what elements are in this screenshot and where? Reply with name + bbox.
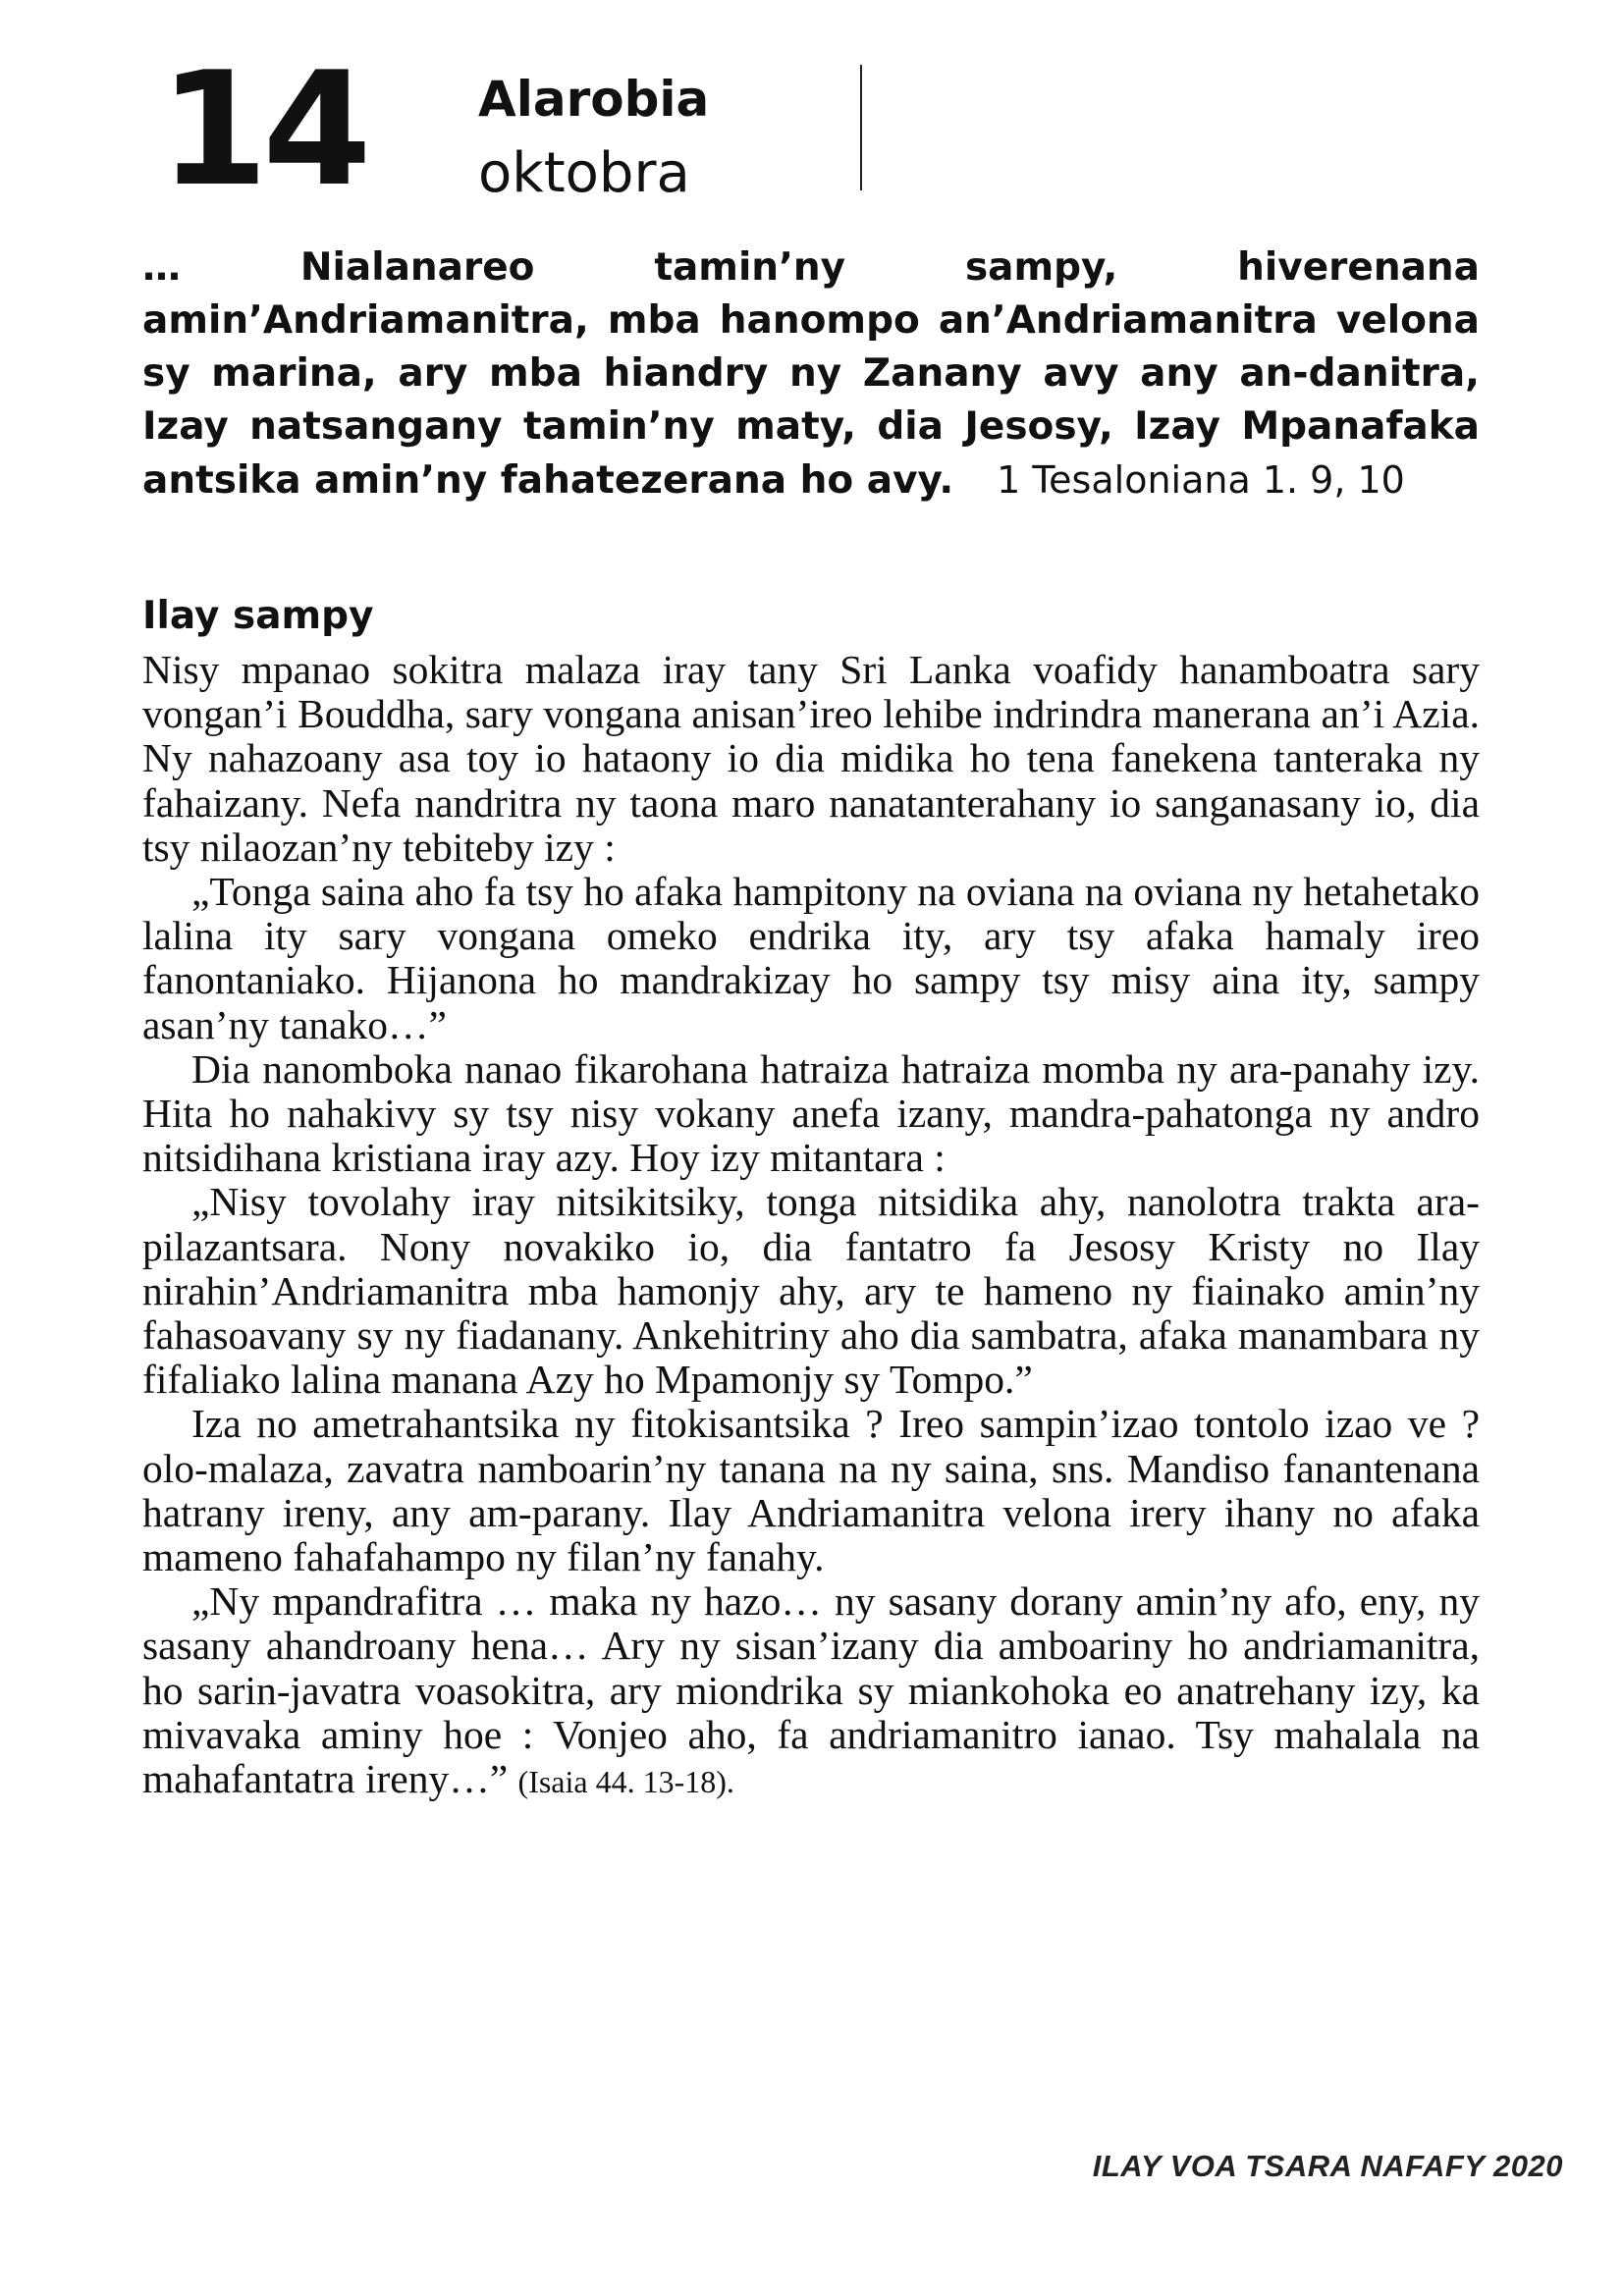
weekday-label: Alarobia xyxy=(478,71,710,128)
paragraph-6 xyxy=(142,1579,1480,1804)
day-number: 14 xyxy=(159,37,366,221)
publication-footer: ILAY VOA TSARA NAFAFY 2020 xyxy=(1092,2149,1563,2183)
verse-reference: 1 Tesaloniana 1. 9, 10 xyxy=(997,458,1405,502)
paragraph-5: Iza no ametrahantsika ny fitokisantsika ? Ireo sampin’izao tontolo izao ve ? olo-malaza, zavatra namboarin’ny tanana na ny saina, sns. Mandiso fanantenana hatrany ireny, any am-parany. Ilay Andriamanitra velona irery ihany no afaka mameno fahafahampo ny filan’ny fanahy. xyxy=(142,1401,1480,1580)
header-divider xyxy=(860,65,862,190)
month-label: oktobra xyxy=(478,141,690,205)
verse-text: … Nialanareo tamin’ny sampy, hiverenana amin’Andriamanitra, mba hanompo an’Andriamanitra velona sy marina, ary mba hiandry ny Zanany avy any an-danitra, Izay natsangany tamin’ny maty, dia Jesosy, Izay Mpanafaka antsika amin’ny fahatezerana ho avy. xyxy=(142,245,1480,503)
paragraph-1: Nisy mpanao sokitra malaza iray tany Sri Lanka voafidy hanamboatra sary vongan’i Bouddha, sary vongana anisan’ireo lehibe indrindra manerana an’i Azia. Ny nahazoany asa toy io hataony io dia midika ho tena fanekena tanteraka ny fahaizany. Nefa nandritra ny taona maro nanatanterahany io sanganasany io, dia tsy nilaozan’ny tebiteby izy : xyxy=(142,647,1480,870)
paragraph-6-text: „Ny mpandrafitra … maka ny hazo… ny sasany dorany amin’ny afo, eny, ny sasany ahandroany hena… Ary ny sisan’izany dia amboariny ho andriamanitra, ho sarin-javatra voasokitra, ary miondrika sy miankohoka eo anatrehany izy, ka mivavaka aminy hoe : Vonjeo aho, fa andriamanitro ianao. Tsy mahalala na mahafantatra ireny…” xyxy=(142,1578,1480,1802)
section-heading: Ilay sampy xyxy=(142,594,374,638)
bible-verse xyxy=(142,241,1480,507)
article-body xyxy=(142,648,1480,1804)
paragraph-4: „Nisy tovolahy iray nitsikitsiky, tonga nitsidika ahy, nanolotra trakta ara-pilazantsara. Nony novakiko io, dia fantatro fa Jesosy Kristy no Ilay nirahin’Andriamanitra mba hamonjy ahy, ary te hameno ny fiainako amin’ny fahasoavany sy ny fiadanany. Ankehitriny aho dia sambatra, afaka manambara ny fifaliako lalina manana Azy ho Mpamonjy sy Tompo.” xyxy=(142,1179,1480,1403)
paragraph-3: Dia nanomboka nanao fikarohana hatraiza hatraiza momba ny ara-panahy izy. Hita ho nahakivy sy tsy nisy vokany anefa izany, mandra-pahatonga ny andro nitsidihana kristiana iray azy. Hoy izy mitantara : xyxy=(142,1045,1480,1181)
scripture-reference: (Isaia 44. 13-18). xyxy=(517,1764,734,1800)
paragraph-2: „Tonga saina aho fa tsy ho afaka hampitony na oviana na oviana ny hetahetako lalina ity sary vongana omeko endrika ity, ary tsy afaka hamaly ireo fanontaniako. Hijanona ho mandrakizay ho sampy tsy misy aina ity, sampy asan’ny tanako…” xyxy=(142,869,1480,1047)
